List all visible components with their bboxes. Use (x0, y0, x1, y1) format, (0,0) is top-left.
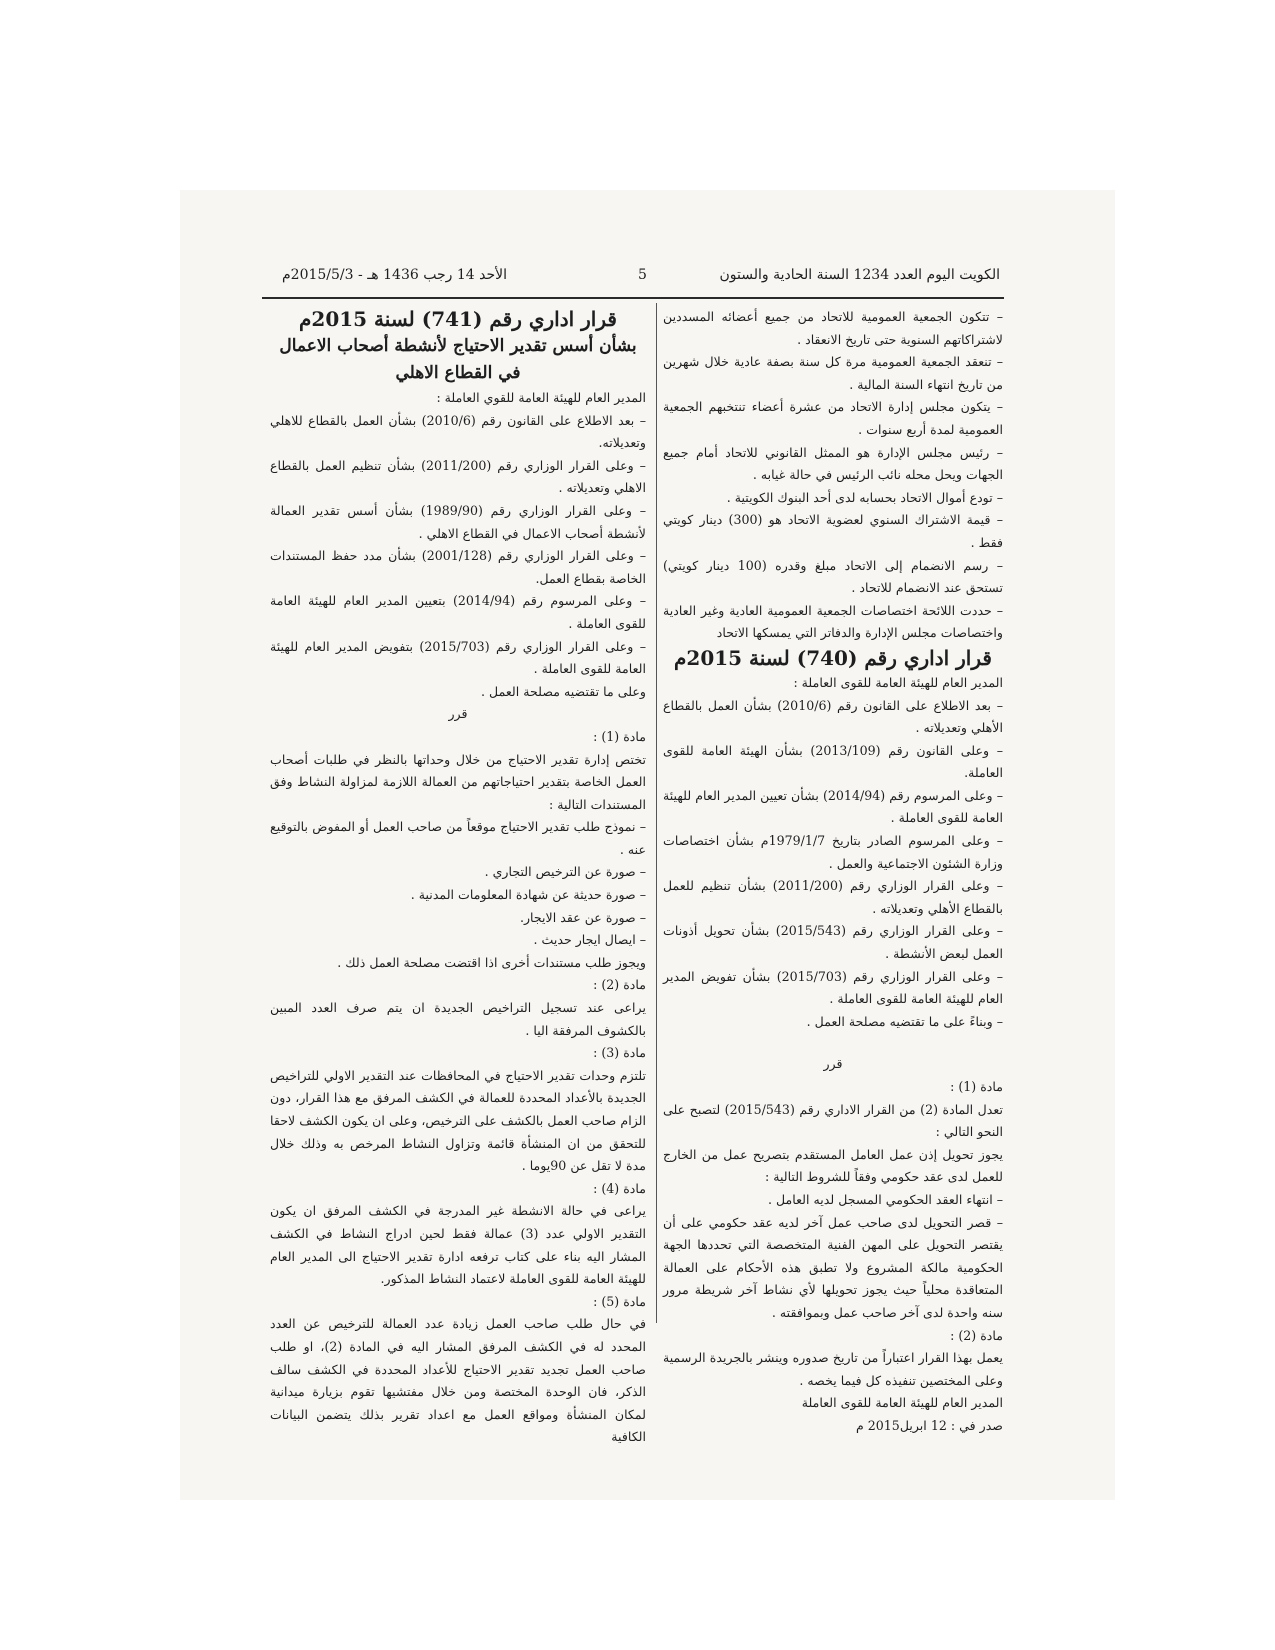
preamble-line: – وبناءً على ما تقتضيه مصلحة العمل . (806, 1013, 1003, 1029)
article-text: – قصر التحويل لدى صاحب عمل آخر لديه عقد حكومي على أن يقتصر التحويل على المهن الفنية المتخصصة التي تحددها الجهة الحكومية مالكة المشروع ولا تطبق هذه الأحكام على العمالة المتعاقدة محلياً حيث يجوز تحويلها لأي نشاط آخر شريطة مرور سنه واحدة لدى آخر صاحب عمل وبموافقته . (663, 1214, 1003, 1320)
preamble-line: وعلى ما تقتضيه مصلحة العمل . (481, 683, 646, 699)
article-text: – انتهاء العقد الحكومي المسجل لديه العامل . (767, 1191, 1003, 1207)
article-title: مادة (2) : (950, 1327, 1003, 1343)
membership-clause: – تودع أموال الاتحاد بحسابه لدى أحد البنوك الكويتية . (726, 489, 1003, 505)
article-text: تلتزم وحدات تقدير الاحتياج في المحافظات عند التقدير الاولي للتراخيص الجديدة بالأعداد المحددة للعمالة في الكشف المرفق مع هذا القرار، دون الزام صاحب العمل بالكشف على الترخيص، وعلى ان يكون الكشف لاحقا للتحقق من ان المنشأة قائمة وتزاول النشاط المرخص به وذلك خلال مدة لا تقل عن 90يوما . (270, 1067, 646, 1174)
article-title: مادة (5) : (593, 1293, 646, 1309)
preamble-line: – وعلى المرسوم رقم (2014/94) بشأن تعيين المدير العام للهيئة العامة للقوى العاملة . (663, 787, 1004, 826)
membership-clause: – رسم الانضمام إلى الاتحاد مبلغ وقدره (100 دينار كويتي) تستحق عند الانضمام للاتحاد . (663, 557, 1003, 596)
preamble-line: – بعد الاطلاع على القانون رقم (2010/6) بشأن العمل بالقطاع للاهلي وتعديلاته. (270, 412, 647, 451)
preamble-line: – وعلى القرار الوزاري رقم (1989/90) بشأن أسس تقدير العمالة لأنشطة أصحاب الاعمال في القطاع الاهلي . (270, 502, 646, 541)
membership-clause: – قيمة الاشتراك السنوي لعضوية الاتحاد هو (300) دينار كويتي فقط . (663, 512, 1003, 550)
column-divider (656, 303, 657, 1323)
article-text: – ايصال ايجار حديث . (533, 932, 646, 948)
membership-clause: – حددت اللائحة اختصاصات الجمعية العمومية العادية وغير العادية واختصاصات مجلس الإدارة والدفاتر التي يمسكها الاتحاد (663, 602, 1003, 641)
article-text: – نموذج طلب تقدير الاحتياج موقعاً من صاحب العمل أو المفوض بالتوقيع عنه . (270, 819, 646, 857)
preamble-line: – وعلى القانون رقم (2013/109) بشأن الهيئة العامة للقوى العاملة. (663, 742, 1003, 781)
preamble-line: المدير العام للهيئة العامة للقوى العاملة : (793, 674, 1003, 690)
article-text: يعمل بهذا القرار اعتباراً من تاريخ صدوره وينشر بالجريدة الرسمية وعلى المختصين تنفيذه كل فيما يخصه . (663, 1350, 1003, 1388)
header-publication: الكويت اليوم العدد 1234 السنة الحادية والستون (719, 267, 1000, 283)
article-text: في حال طلب صاحب العمل زيادة عدد العمالة للترخيص عن العدد المحدد له في الكشف المرفق المشار اليه في المادة (2)، او طلب صاحب العمل تجديد تقدير الاحتياج للأعداد المحددة في الكشف سالف الذكر، فان الوحدة المختصة ومن خلال مفتشيها تقوم بزيارة ميدانية لمكان المنشأة ومواقع العمل مع اعداد تقرير بذلك يتضمن البيانات الكافية (270, 1316, 647, 1445)
header-rule (262, 297, 1004, 299)
preamble-line: – وعلى القرار الوزاري رقم (2011/200) بشأن تنظيم العمل بالقطاع الاهلي وتعديلاته . (270, 457, 646, 496)
article-text: يراعى في حالة الانشطة غير المدرجة في الكشف المرفق ان يكون التقدير الاولي عدد (3) عمالة فقط لحين ادراج النشاط في الكشف المشار اليه بناء على كتاب ترفعه ادارة تقدير الاحتياج الى المدير العام للهيئة العامة للقوى العاملة لاعتماد النشاط المذكور. (270, 1203, 647, 1287)
right-column (663, 306, 1003, 1438)
article-text: – صورة حديثة عن شهادة المعلومات المدنية . (410, 887, 646, 903)
article-title: مادة (4) : (593, 1180, 646, 1196)
article-text: تختص إدارة تقدير الاحتياج من خلال وحداتها بالنظر في طلبات أصحاب العمل الخاصة بتقدير احتياجاتهم من العمالة اللازمة لمزاولة النشاط وفق المستندات التالية : (270, 751, 646, 812)
preamble-line: المدير العام للهيئة العامة للقوي العاملة : (436, 390, 646, 405)
left-column (270, 306, 646, 1449)
preamble-line: – وعلى القرار الوزاري رقم (2015/543) بشأن تحويل أذونات العمل لبعض الأنشطة . (663, 923, 1003, 962)
preamble-line: – بعد الاطلاع على القانون رقم (2010/6) بشأن العمل بالقطاع الأهلي وتعديلاته . (663, 697, 1004, 736)
article-title: مادة (1) : (950, 1079, 1003, 1094)
article-title: مادة (3) : (593, 1045, 646, 1061)
article-title: مادة (1) : (593, 728, 646, 744)
article-text: تعدل المادة (2) من القرار الاداري رقم (2015/543) لتصبح على النحو التالي : (663, 1101, 1003, 1140)
preamble-line: – وعلى المرسوم الصادر بتاريخ 1979/1/7م بشأن اختصاصات وزارة الشئون الاجتماعية والعمل . (663, 833, 1004, 871)
preamble-line: – وعلى القرار الوزاري رقم (2011/200) بشأن تنظيم للعمل بالقطاع الأهلي وتعديلاته . (663, 878, 1003, 916)
header-page-number: 5 (638, 267, 647, 283)
article-text: – صورة عن الترخيص التجاري . (484, 864, 646, 880)
preamble-line: – وعلى القرار الوزاري رقم (2015/703) بتفويض المدير العام للهيئة العامة للقوى العاملة . (270, 638, 647, 677)
decision-740-title: قرار اداري رقم (740) لسنة 2015م (674, 645, 992, 670)
preamble-line: – وعلى القرار الوزاري رقم (2001/128) بشأن مدد حفظ المستندات الخاصة بقطاع العمل. (270, 548, 646, 586)
signature: المدير العام للهيئة العامة للقوى العاملة (801, 1395, 1003, 1411)
article-text: – صورة عن عقد الايجار. (519, 909, 646, 925)
issue-date: صدر في : 12 ابريل2015 م (855, 1417, 1003, 1433)
membership-clause: – تتكون الجمعية العمومية للاتحاد من جميع أعضائه المسددين لاشتراكاتهم السنوية حتى تاريخ الانعقاد . (663, 309, 1003, 347)
article-text: ويجوز طلب مستندات أخرى اذا اقتضت مصلحة العمل ذلك . (337, 954, 646, 970)
membership-clause: – رئيس مجلس الإدارة هو الممثل القانوني للاتحاد أمام جميع الجهات ويحل محله نائب الرئيس في حالة غيابه . (663, 444, 1003, 483)
preamble-line: – وعلى المرسوم رقم (2014/94) بتعيين المدير العام للهيئة العامة للقوى العاملة . (270, 593, 647, 631)
header-date: الأحد 14 رجب 1436 هـ - 2015/5/3م (282, 267, 507, 283)
preamble-line: – وعلى القرار الوزاري رقم (2015/703) بشأن تفويض المدير العام للهيئة العامة للقوى العاملة . (663, 968, 1003, 1007)
article-text: يجوز تحويل إذن عمل العامل المستقدم بتصريح عمل من الخارج للعمل لدى عقد حكومي وفقاً للشروط التالية : (663, 1146, 1003, 1185)
decided-heading: قرر (823, 1056, 843, 1072)
decision-741-title: قرار اداري رقم (741) لسنة 2015م (299, 307, 617, 331)
membership-clause: – يتكون مجلس إدارة الاتحاد من عشرة أعضاء تنتخبهم الجمعية العمومية لمدة أربع سنوات . (663, 399, 1003, 437)
article-text: يراعى عند تسجيل التراخيص الجديدة ان يتم صرف العدد المبين بالكشوف المرفقة اليا . (270, 1000, 646, 1038)
page-header (270, 263, 1000, 289)
article-title: مادة (2) : (593, 977, 646, 993)
membership-clause: – تنعقد الجمعية العمومية مرة كل سنة بصفة عادية خلال شهرين من تاريخ انتهاء السنة المالية . (663, 354, 1003, 392)
decided-heading: قرر (448, 706, 468, 722)
decision-741-subtitle: بشأن أسس تقدير الاحتياج لأنشطة أصحاب الاعمال في القطاع الاهلي (279, 336, 637, 383)
